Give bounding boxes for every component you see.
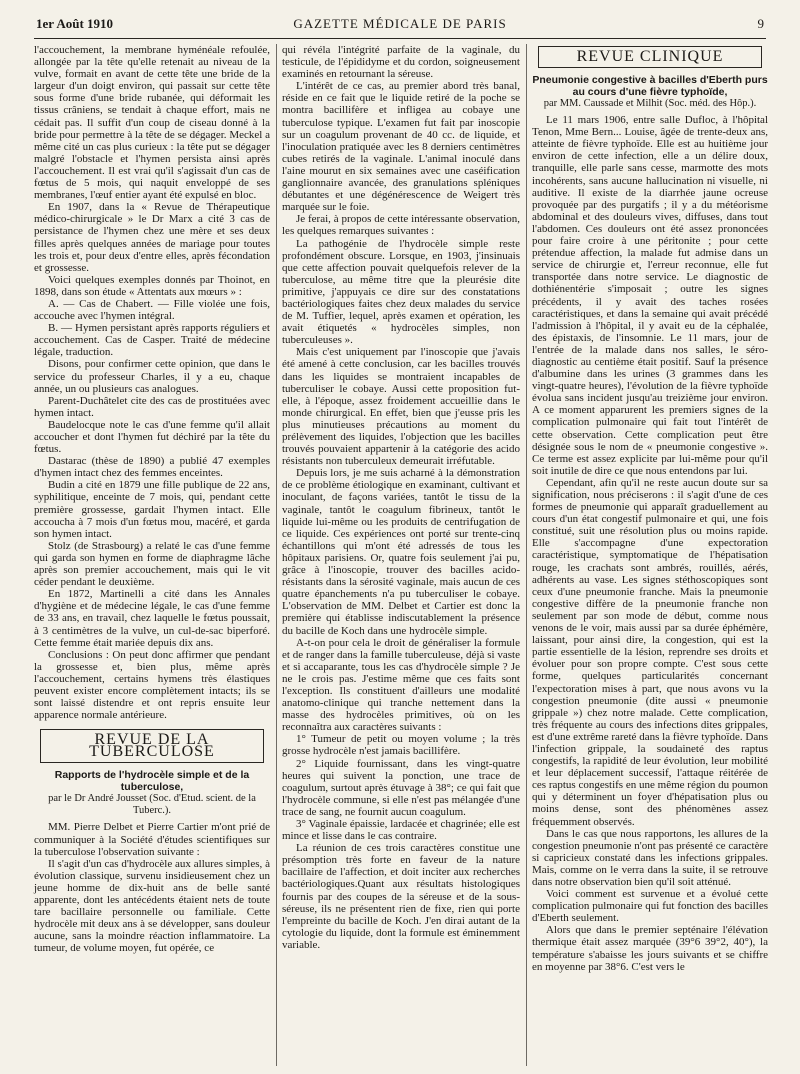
paragraph: A-t-on pour cela le droit de généraliser la formule et de ranger dans la famille tuberculeuse, déjà si vaste et si accaparante, tous les cas d'hydrocèle simple ? Je ne le crois pas. J'estime même que ces faits sont l'exception. Ils constituent d'ailleurs une modalité anatomo-clinique qui tranche nettement dans la masse des hydrocèles primitives, où on les reconnaîtra aux caractères suivants : xyxy=(282,636,520,734)
section-heading: REVUE CLINIQUE xyxy=(538,46,762,68)
column-divider xyxy=(276,44,277,1066)
paragraph: Baudelocque note le cas d'une femme qu'il allait accoucher et dont l'hymen fut déchiré par la tête du fœtus. xyxy=(34,418,270,456)
paragraph: Disons, pour confirmer cette opinion, que dans le service du professeur Charles, il y a eu, chaque année, un ou plusieurs cas analogues. xyxy=(34,358,270,395)
paragraph: 2° Liquide fournissant, dans les vingt-quatre heures qui suivent la ponction, une trace de coagulum, surtout après étuvage à 38°; ce qui fait que l'hydrocèle commune, si elle n'est pas mélangée d'une trace de sang, ne fournit aucun coagulum. xyxy=(282,757,520,818)
paragraph: Voici quelques exemples donnés par Thoinot, en 1898, dans son étude « Attentats aux mœurs » : xyxy=(34,273,270,298)
paragraph: l'accouchement, la membrane hyménéale refoulée, allongée par la tête qu'elle retenait au niveau de la vulve, formait en avant de cette tête une bride de la largeur d'un doigt environ, qui passait sur cette tête sous forme d'une bride rubanée, qui déformait les tissus crâniens, se tendait à chaque effort, mais ne cédait pas. Il suffit d'un coup de ciseau donné à la bride pour permettre à la tête de se dégager. Meckel a même cité un cas plus curieux : la tête put se dégager malgré l'obstacle et l'hymen persista ainsi après l'accouchement. Il est vrai qu'il s'agissait d'un cas de fœtus de 5 mois, qui naquit enveloppé de ses membranes, l'œuf entier ayant été expulsé en bloc. xyxy=(34,44,270,202)
section-heading: REVUE DE LA TUBERCULOSE xyxy=(40,729,264,763)
paragraph: 1° Tumeur de petit ou moyen volume ; la très grosse hydrocèle n'est jamais bacillifère. xyxy=(282,733,520,758)
article-author: par le Dr André Jousset (Soc. d'Etud. scient. de la Tuberc.). xyxy=(48,793,256,817)
article-title: Rapports de l'hydrocèle simple et de la tuberculose, xyxy=(54,769,250,794)
paragraph: Il s'agit d'un cas d'hydrocèle aux allures simples, à évolution classique, survenu insidieusement chez un jeune homme de dix-huit ans de belle santé apparente, dont les antécédents étaient nets de toute tare bacillaire personnelle ou familiale. Cette hydrocèle mit deux ans à se développer, sans douleur aucune, sans la moindre réaction inflammatoire. La tumeur, de volume moyen, fut opérée, ce xyxy=(34,857,270,955)
paragraph: Mais c'est uniquement par l'inoscopie que j'avais été amené à cette conclusion, car les bacilles trouvés dans les liquides se montraient incapables de tuberculiser le cobaye. Aussi cette proposition fut-elle, à l'époque, assez froidement accueillie dans le monde chirurgical. En effet, bien que j'eusse pris les plus minutieuses précautions au moment du prélèvement des liquides, l'objection que les bacilles trouvés pouvaient appartenir à la catégorie des acido résistants non tuberculeux demeurait irréfutable. xyxy=(282,346,520,468)
paragraph: La pathogénie de l'hydrocèle simple reste profondément obscure. Lorsque, en 1903, j'insinuais que cette affection pouvait quelquefois relever de la tuberculose, au même titre que la pleurésie dite primitive, j'appuyais ce dire sur des constatations bactériologiques faites chez deux malades du service de M. Tuffier, lequel, après examen et opération, les avait étiquetés « hydrocèles simples, non tuberculeuses ». xyxy=(282,237,520,347)
paragraph: Dastarac (thèse de 1890) a publié 47 exemples d'hymen intact chez des femmes enceintes. xyxy=(34,455,270,480)
paragraph: A. — Cas de Chabert. — Fille violée une fois, accouche avec l'hymen intégral. xyxy=(34,297,270,323)
page-header xyxy=(0,16,800,36)
paragraph: L'intérêt de ce cas, au premier abord très banal, réside en ce fait que le liquide retiré de la poche se montra bacillifère et infligea au cobaye une tuberculose typique. L'examen fut fait par inoscopie sur un coagulum provenant de 40 cc. de liquide, et l'inoculation pratiquée avec les 8 derniers centimètres cubes retirés de la vaginale. L'animal inoculé dans l'aine mourut en six semaines avec une caséification ganglionnaire avancée, des granulations spléniques débutantes et une dégénérescence de Weigert très marquée sur le foie. xyxy=(282,80,520,214)
paragraph: En 1872, Martinelli a cité dans les Annales d'hygiène et de médecine légale, le cas d'une femme de 33 ans, en travail, chez laquelle le fœtus poussait, à 3 centimètres de la vulve, un cul-de-sac biperforé. Cette femme était mariée depuis dix ans. xyxy=(34,588,270,649)
paragraph: Conclusions : On peut donc affirmer que pendant la grossesse et, bien plus, même après l'accouchement, certains hymens très élastiques peuvent exister encore complètement intacts; ils se sont laissé distendre et ont repris ensuite leur apparence normale antérieure. xyxy=(34,648,270,722)
paragraph: 3° Vaginale épaissie, lardacée et chagrinée; elle est mince et lisse dans le cas contraire. xyxy=(282,818,520,843)
paragraph: MM. Pierre Delbet et Pierre Cartier m'ont prié de communiquer à la Société d'études scientifiques sur la tuberculose l'observation suivante : xyxy=(34,821,270,858)
paragraph: Stolz (de Strasbourg) a relaté le cas d'une femme qui garda son hymen en forme de diaphragme lâche après son premier accouchement, mais qui le vit céder pendant le deuxième. xyxy=(34,539,270,589)
paragraph: Alors que dans le premier septénaire l'élévation thermique était assez marquée (39°6 39°2, 40°), la température s'abaisse les jours suivants et se chiffre en moyenne par 38°6. C'est vers le xyxy=(532,924,768,973)
page-number: 9 xyxy=(757,16,764,31)
article-author: par MM. Caussade et Milhit (Soc. méd. des Hôp.). xyxy=(543,98,757,110)
paragraph: qui révéla l'intégrité parfaite de la vaginale, du testicule, de l'épididyme et du cordon, soigneusement examinés en retournant la séreuse. xyxy=(282,44,520,81)
paragraph: Parent-Duchâtelet cite des cas de prostituées avec hymen intact. xyxy=(34,394,270,419)
paragraph: B. — Hymen persistant après rapports réguliers et accouchement. Cas de Casper. Traité de médecine légale, traduction. xyxy=(34,322,270,359)
column-middle xyxy=(282,44,520,951)
paragraph: Je ferai, à propos de cette intéressante observation, les quelques remarques suivantes : xyxy=(282,213,520,238)
paragraph: Depuis lors, je me suis acharné à la démonstration de ce problème étiologique en examinant, cultivant et inoculant, de façons variées, tantôt le tissu de la vaginale, tantôt le coagulum fibrineux, tantôt le liquide lui-même ou les produits de centrifugation de ce liquide. Ces expériences ont porté sur trente-cinq échantillons qui m'ont été adressés de tous les hôpitaux parisiens. Or, quatre fois seulement j'ai pu, grâce à l'inoscopie, trouver des bacilles acido-résistants dans la sérosité vaginale, mais aucun de ces quatre épanchements n'a pu tuberculiser le cobaye. L'observation de MM. Delbet et Cartier est donc la première qui établisse indiscutablement la présence du bacille de Koch dans une hydrocèle simple. xyxy=(282,467,520,637)
column-left xyxy=(34,44,270,954)
paragraph: Dans le cas que nous rapportons, les allures de la congestion pneumonie n'ont pas présenté ce caractère si capricieux constaté dans les infections grippales. Mais, comme on le verra dans la suite, il se retrouve dans notre observation bien qu'il soit atténué. xyxy=(532,827,768,888)
article-title: Pneumonie congestive à bacilles d'Eberth purs au cours d'une fièvre typhoïde, xyxy=(532,74,768,99)
paragraph: Cependant, afin qu'il ne reste aucun doute sur sa signification, nous préciserons : il s'agit d'une de ces formes de pneumonie qui apparaît graduellement au cours d'un état congestif pulmonaire et qui, une fois constitué, suit une résolution plus ou moins rapide. Elle s'accompagne d'une expectoration caractéristique, symptomatique de l'hépatisation rouge, les crachats sont ambrés, rouillés, aérés, adhérents au vase. Les signes stéthoscopiques sont ceux d'une pneumonie franche. Mais la pneumonie congestive diffère de la pneumonie franche non seulement par son mode de début, comme nous venons de le voir, mais aussi par sa durée éphémère, laissant, pour ainsi dire, la congestion, qui est la partie essentielle de la lésion, reprendre ses droits et évoluer pour son propre compte. C'est sous cette forme, quelques particularités concernant l'expectoration mises à part, que nous avons vu la congestion pneumonie (dite aussi « pneumonie grippale ») chez notre malade. Cette complication, très fréquente au cours des infections dites grippales, est d'une extrême rareté dans la fièvre typhoïde. Dans l'infection grippale, la soudaineté des raptus congestifs, la rapidité de leur évolution, leur mobilité et leur déplacement successif, l'attaque réitérée de ces raptus congestifs en une même région du poumon qui y déterminent un foyer d'hépatisation plus ou moins dense, sont des phénomènes assez fréquemment observés. xyxy=(532,476,768,828)
journal-title: GAZETTE MÉDICALE DE PARIS xyxy=(293,16,507,31)
paragraph: La réunion de ces trois caractères constitue une présomption très forte en faveur de la nature bacillaire de l'affection, et doit inciter aux recherches bactériologiques.Quant aux résultats histologiques fournis par des coupes de la séreuse et de la sous-séreuse, ils ne présentent rien de fixe, rien qui porte l'empreinte du bacille de Koch. J'en dirai autant de la cytologie du liquide, dont la formule est éminemment variable. xyxy=(282,842,520,951)
paragraph: Voici comment est survenue et a évolué cette complication pulmonaire qui fut fonction des bacilles d'Eberth seulement. xyxy=(532,888,768,925)
paragraph: Le 11 mars 1906, entre salle Dufloc, à l'hôpital Tenon, Mme Bern... Louise, âgée de trente-deux ans, atteinte de fièvre typhoïde. Elle est au huitième jour environ de cette infection, elle a un délire doux, tranquille, elle parle sans cesse, marmotte des mots incohérents, sans aucune hallucination ni visuelle, ni auditive. Il existe de la diarrhée jaune ocreuse provoquée par des purgatifs ; il y a du météorisme abdominal et des douleurs vives, diffuses, dans tout l'abdomen. Ces douleurs ont été assez prononcées pour faire croire à une péritonite ; pour cette prétendue affection, la malade fut admise dans un service de chirurgie et, l'erreur reconnue, elle fut transportée dans notre service. Le diagnostic de dothiénentérie s'imposait ; outre les signes précédents, il y avait des taches rosées caractéristiques, et dans la semaine qui avait précédé l'admission à l'hôpital, il y avait eu de la céphalée, des épistaxis, de l'insomnie. Le 11 mars, jour de l'entrée de la malade dans nos salles, le séro-diagnostic au centième était positif. Sauf la présence d'albumine dans les urines (3 grammes dans les vingt-quatre heures), l'évolution de la fièvre typhoïde évolua sans incident jusqu'au treizième jour environ. A ce moment apparurent les premiers signes de la complication pulmonaire qui fait tout l'intérêt de cette observation. Cette complication peut être désignée sous le nom de « pneumonie congestive ». Ce terme est assez explicite par lui-même pour qu'il soit inutile de dire ce que nous entendons par lui. xyxy=(532,114,768,477)
paragraph: Budin a cité en 1879 une fille publique de 22 ans, syphilitique, enceinte de 7 mois, qui, pendant cette première grossesse, gardait l'hymen intact. Elle accoucha à 7 mois d'un fœtus mou, macéré, et garda son hymen intact. xyxy=(34,479,270,540)
issue-date: 1er Août 1910 xyxy=(36,16,114,31)
column-divider xyxy=(526,44,527,1066)
column-right xyxy=(532,44,768,973)
header-rule xyxy=(34,38,766,39)
paragraph: En 1907, dans la « Revue de Thérapeutique médico-chirurgicale » le Dr Marx a cité 3 cas de persistance de l'hymen chez une mère et ses deux filles après quelques années de mariage pour toutes les trois et, pour deux d'entre elles, après fécondation et grossesse. xyxy=(34,201,270,274)
